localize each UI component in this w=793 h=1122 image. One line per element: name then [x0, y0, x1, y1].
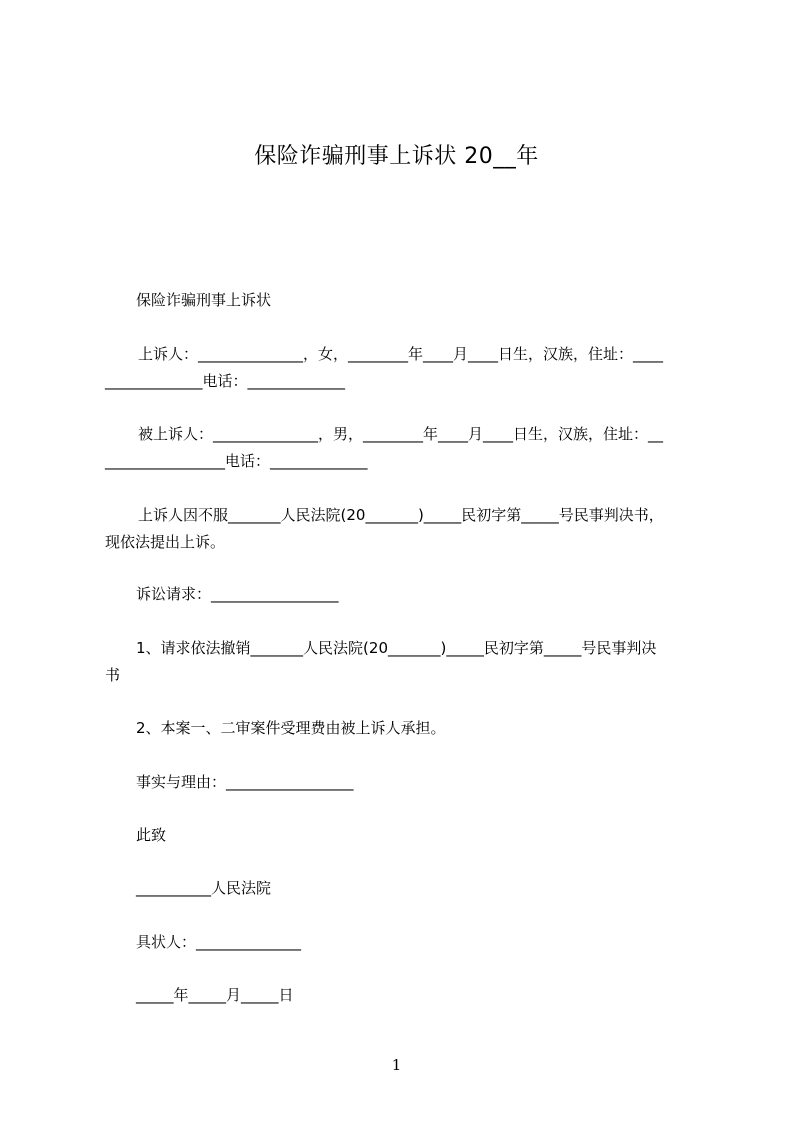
claim-1-line-2: 书	[105, 666, 121, 684]
page-number: 1	[391, 1056, 402, 1074]
salutation: 此致	[136, 826, 167, 844]
appellant-line-2: _____________电话：_____________	[105, 372, 346, 390]
date-line: _____年_____月_____日	[136, 986, 294, 1004]
claims-label: 诉讼请求：_________________	[136, 585, 339, 603]
appellee-line-2: ________________电话：_____________	[105, 452, 368, 470]
document-title: 保险诈骗刑事上诉状 20__年	[254, 144, 539, 169]
court-name: __________人民法院	[136, 879, 272, 897]
appeal-statement-line-2: 现依法提出上诉。	[105, 533, 226, 551]
claim-2: 2、本案一、二审案件受理费由被上诉人承担。	[136, 719, 446, 737]
appellant-info	[105, 341, 705, 395]
claim-1	[105, 635, 705, 689]
signer-line: 具状人：______________	[136, 933, 302, 951]
appellee-line-1: 被上诉人：______________，男，________年____月____日生，汉族，住址：__	[138, 425, 664, 443]
claim-1-line-1: 1、请求依法撤销_______人民法院(20_______)_____民初字第_____号民事判决	[136, 639, 657, 657]
appellant-line-1: 上诉人：______________，女，________年____月____日生，汉族，住址：____	[138, 345, 664, 363]
document-heading: 保险诈骗刑事上诉状	[136, 291, 272, 309]
facts-label: 事实与理由：_________________	[136, 773, 354, 791]
appellee-info	[105, 421, 705, 475]
appeal-statement-line-1: 上诉人因不服_______人民法院(20_______)_____民初字第_____号民事判决书，	[138, 506, 664, 524]
appeal-statement	[105, 502, 705, 556]
